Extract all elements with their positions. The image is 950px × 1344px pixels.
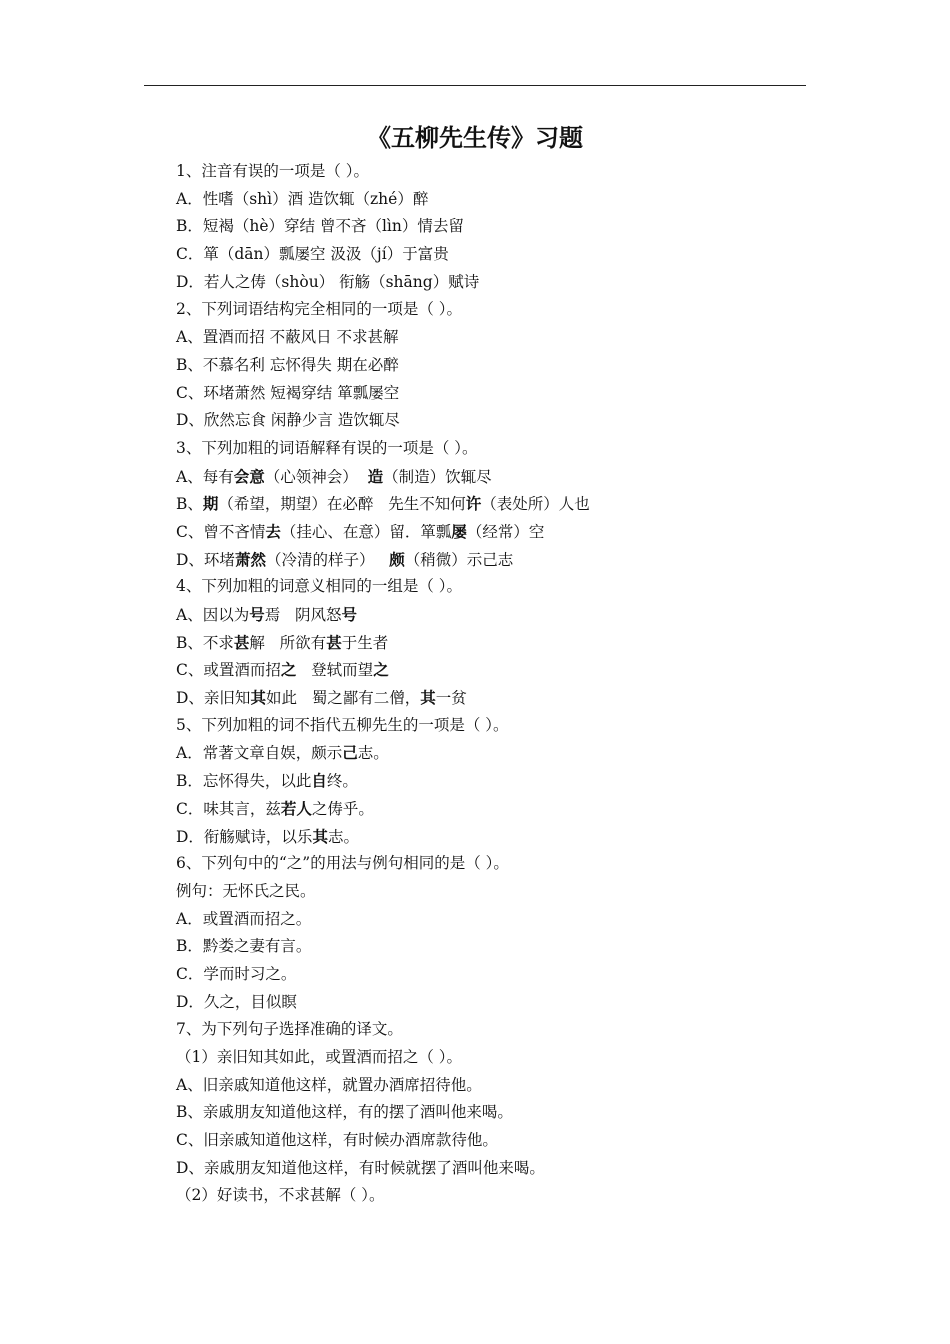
text-line [176, 601, 816, 629]
text-line [176, 296, 816, 324]
bold-term: 屡 [451, 521, 467, 541]
line-text: 5、下列加粗的词不指代五柳先生的一项是（ ）。 [176, 715, 509, 734]
text-line [176, 407, 816, 435]
line-text: （希望，期望）在必醉 先生不知何 [218, 495, 466, 514]
text-line [176, 1072, 816, 1100]
line-text: D．衔觞赋诗，以乐 [176, 827, 313, 846]
line-text: A．常著文章自娱，颇示 [176, 744, 343, 763]
line-text: B．短褐（hè）穿结 曾不吝（lìn）情去留 [176, 217, 464, 236]
text-line [176, 546, 816, 574]
text-line [176, 629, 816, 657]
text-line [176, 767, 816, 795]
text-line [176, 1155, 816, 1183]
text-line [176, 1044, 816, 1072]
bold-term: 其 [250, 688, 266, 708]
text-line [176, 684, 816, 712]
line-text: C．味其言，兹 [176, 799, 281, 818]
bold-term: 甚 [233, 632, 250, 652]
line-text: 登轼而望 [296, 661, 374, 680]
text-line [176, 989, 816, 1017]
text-line [176, 906, 816, 934]
line-text: （挂心、在意）留．箪瓢 [280, 522, 452, 541]
line-text: C、或置酒而招 [176, 661, 281, 680]
text-line [176, 795, 816, 823]
text-line [176, 1099, 816, 1127]
line-text: 6、下列句中的“之”的用法与例句相同的是（ ）。 [176, 854, 509, 873]
text-line [176, 435, 816, 463]
line-text: B、亲戚朋友知道他这样，有的摆了酒叫他来喝。 [176, 1103, 513, 1122]
line-text: （心领神会） [264, 467, 368, 486]
line-text: D．若人之俦（shòu） 衔觞（shāng）赋诗 [176, 272, 480, 291]
text-line [176, 573, 816, 601]
line-text: B、 [176, 495, 203, 514]
page-title: 《五柳先生传》习题 [367, 123, 583, 152]
bold-term: 会意 [233, 466, 265, 486]
text-line [176, 324, 816, 352]
line-text: 终。 [326, 772, 358, 791]
text-line [176, 186, 816, 214]
text-line [176, 490, 816, 518]
line-text: （稍微）示己志 [404, 550, 514, 569]
text-line [176, 712, 816, 740]
line-text: 2、下列词语结构完全相同的一项是（ ）。 [176, 300, 463, 319]
line-text: （经常）空 [466, 522, 545, 541]
line-text: A、因以为 [176, 606, 250, 624]
line-text: 解 所欲有 [249, 633, 327, 652]
line-text: （冷清的样子） [265, 550, 390, 569]
line-text: 焉 阴风怒 [264, 606, 342, 624]
line-text: A．或置酒而招之。 [176, 909, 312, 928]
line-text: D、环堵 [176, 550, 235, 569]
line-text: （制造）饮辄尽 [383, 467, 492, 486]
line-text: A．性嗜（shì）酒 造饮辄（zhé）醉 [176, 189, 429, 208]
line-text: C．箪（dān）瓢屡空 汲汲（jí）于富贵 [176, 245, 449, 264]
bold-term: 许 [465, 494, 482, 514]
bold-term: 之 [280, 660, 297, 680]
line-text: 3、下列加粗的词语解释有误的一项是（ ）。 [176, 438, 478, 457]
line-text: （1）亲旧知其如此，或置酒而招之（ ）。 [176, 1048, 463, 1066]
line-text: 如此 蜀之鄙有二僧， [265, 689, 421, 708]
text-line [176, 961, 816, 989]
line-text: C．学而时习之。 [176, 964, 297, 983]
text-line [176, 269, 816, 297]
text-line [176, 463, 816, 491]
text-line [176, 878, 816, 906]
line-text: A、旧亲戚知道他这样，就置办酒席招待他。 [176, 1075, 482, 1094]
line-text: C、旧亲戚知道他这样，有时候办酒席款待他。 [176, 1131, 498, 1150]
bold-term: 之 [373, 660, 389, 680]
bold-term: 己 [342, 743, 358, 763]
text-line [176, 823, 816, 851]
text-line [176, 1127, 816, 1155]
line-text: D．久之，目似瞑 [176, 992, 297, 1011]
text-line [176, 352, 816, 380]
text-line [176, 158, 816, 186]
line-text: 一贫 [435, 689, 467, 708]
line-text: D、欣然忘食 闲静少言 造饮辄尽 [176, 411, 400, 430]
line-text: D、亲旧知 [176, 689, 251, 708]
line-text: 志。 [357, 744, 389, 763]
bold-term: 其 [420, 688, 436, 708]
text-line [176, 850, 816, 878]
text-line [176, 1016, 816, 1044]
line-text: C、曾不吝情 [176, 522, 266, 541]
bold-term: 若人 [280, 798, 312, 818]
text-line [176, 656, 816, 684]
line-text: 之俦乎。 [311, 799, 374, 818]
bold-term: 期 [202, 494, 219, 514]
text-line [176, 739, 816, 767]
exercise-body [176, 158, 816, 1210]
line-text: 1、注音有误的一项是（ ）。 [176, 162, 370, 180]
line-text: C、环堵萧然 短褐穿结 箪瓢屡空 [176, 383, 400, 402]
text-line [176, 241, 816, 269]
line-text: 于生者 [341, 633, 389, 652]
bold-term: 自 [311, 771, 327, 791]
bold-term: 号 [341, 605, 358, 624]
bold-term: 其 [312, 826, 328, 846]
bold-term: 甚 [326, 632, 342, 652]
line-text: A、置酒而招 不蔽风日 不求甚解 [176, 328, 399, 347]
text-line [176, 933, 816, 961]
text-line [176, 1182, 816, 1210]
bold-term: 号 [249, 605, 265, 624]
bold-term: 颇 [389, 549, 405, 569]
bold-term: 造 [367, 466, 384, 486]
line-text: A、每有 [176, 467, 234, 486]
line-text: （2）好读书，不求甚解（ ）。 [176, 1186, 385, 1205]
text-line [176, 380, 816, 408]
line-text: D、亲戚朋友知道他这样，有时候就摆了酒叫他来喝。 [176, 1158, 545, 1177]
line-text: B．忘怀得失，以此 [176, 772, 312, 791]
bold-term: 萧然 [234, 549, 266, 569]
line-text: 志。 [327, 827, 359, 846]
text-line [176, 213, 816, 241]
text-line [176, 518, 816, 546]
header-rule [144, 85, 806, 86]
bold-term: 去 [265, 521, 281, 541]
line-text: B．黔娄之妻有言。 [176, 937, 312, 956]
line-text: 例句：无怀氏之民。 [176, 881, 316, 900]
line-text: 7、为下列句子选择准确的译文。 [176, 1020, 403, 1039]
line-text: 4、下列加粗的词意义相同的一组是（ ）。 [176, 577, 463, 596]
line-text: B、不慕名利 忘怀得失 期在必醉 [176, 355, 399, 374]
line-text: B、不求 [176, 633, 234, 652]
line-text: （表处所）人也 [481, 495, 590, 514]
